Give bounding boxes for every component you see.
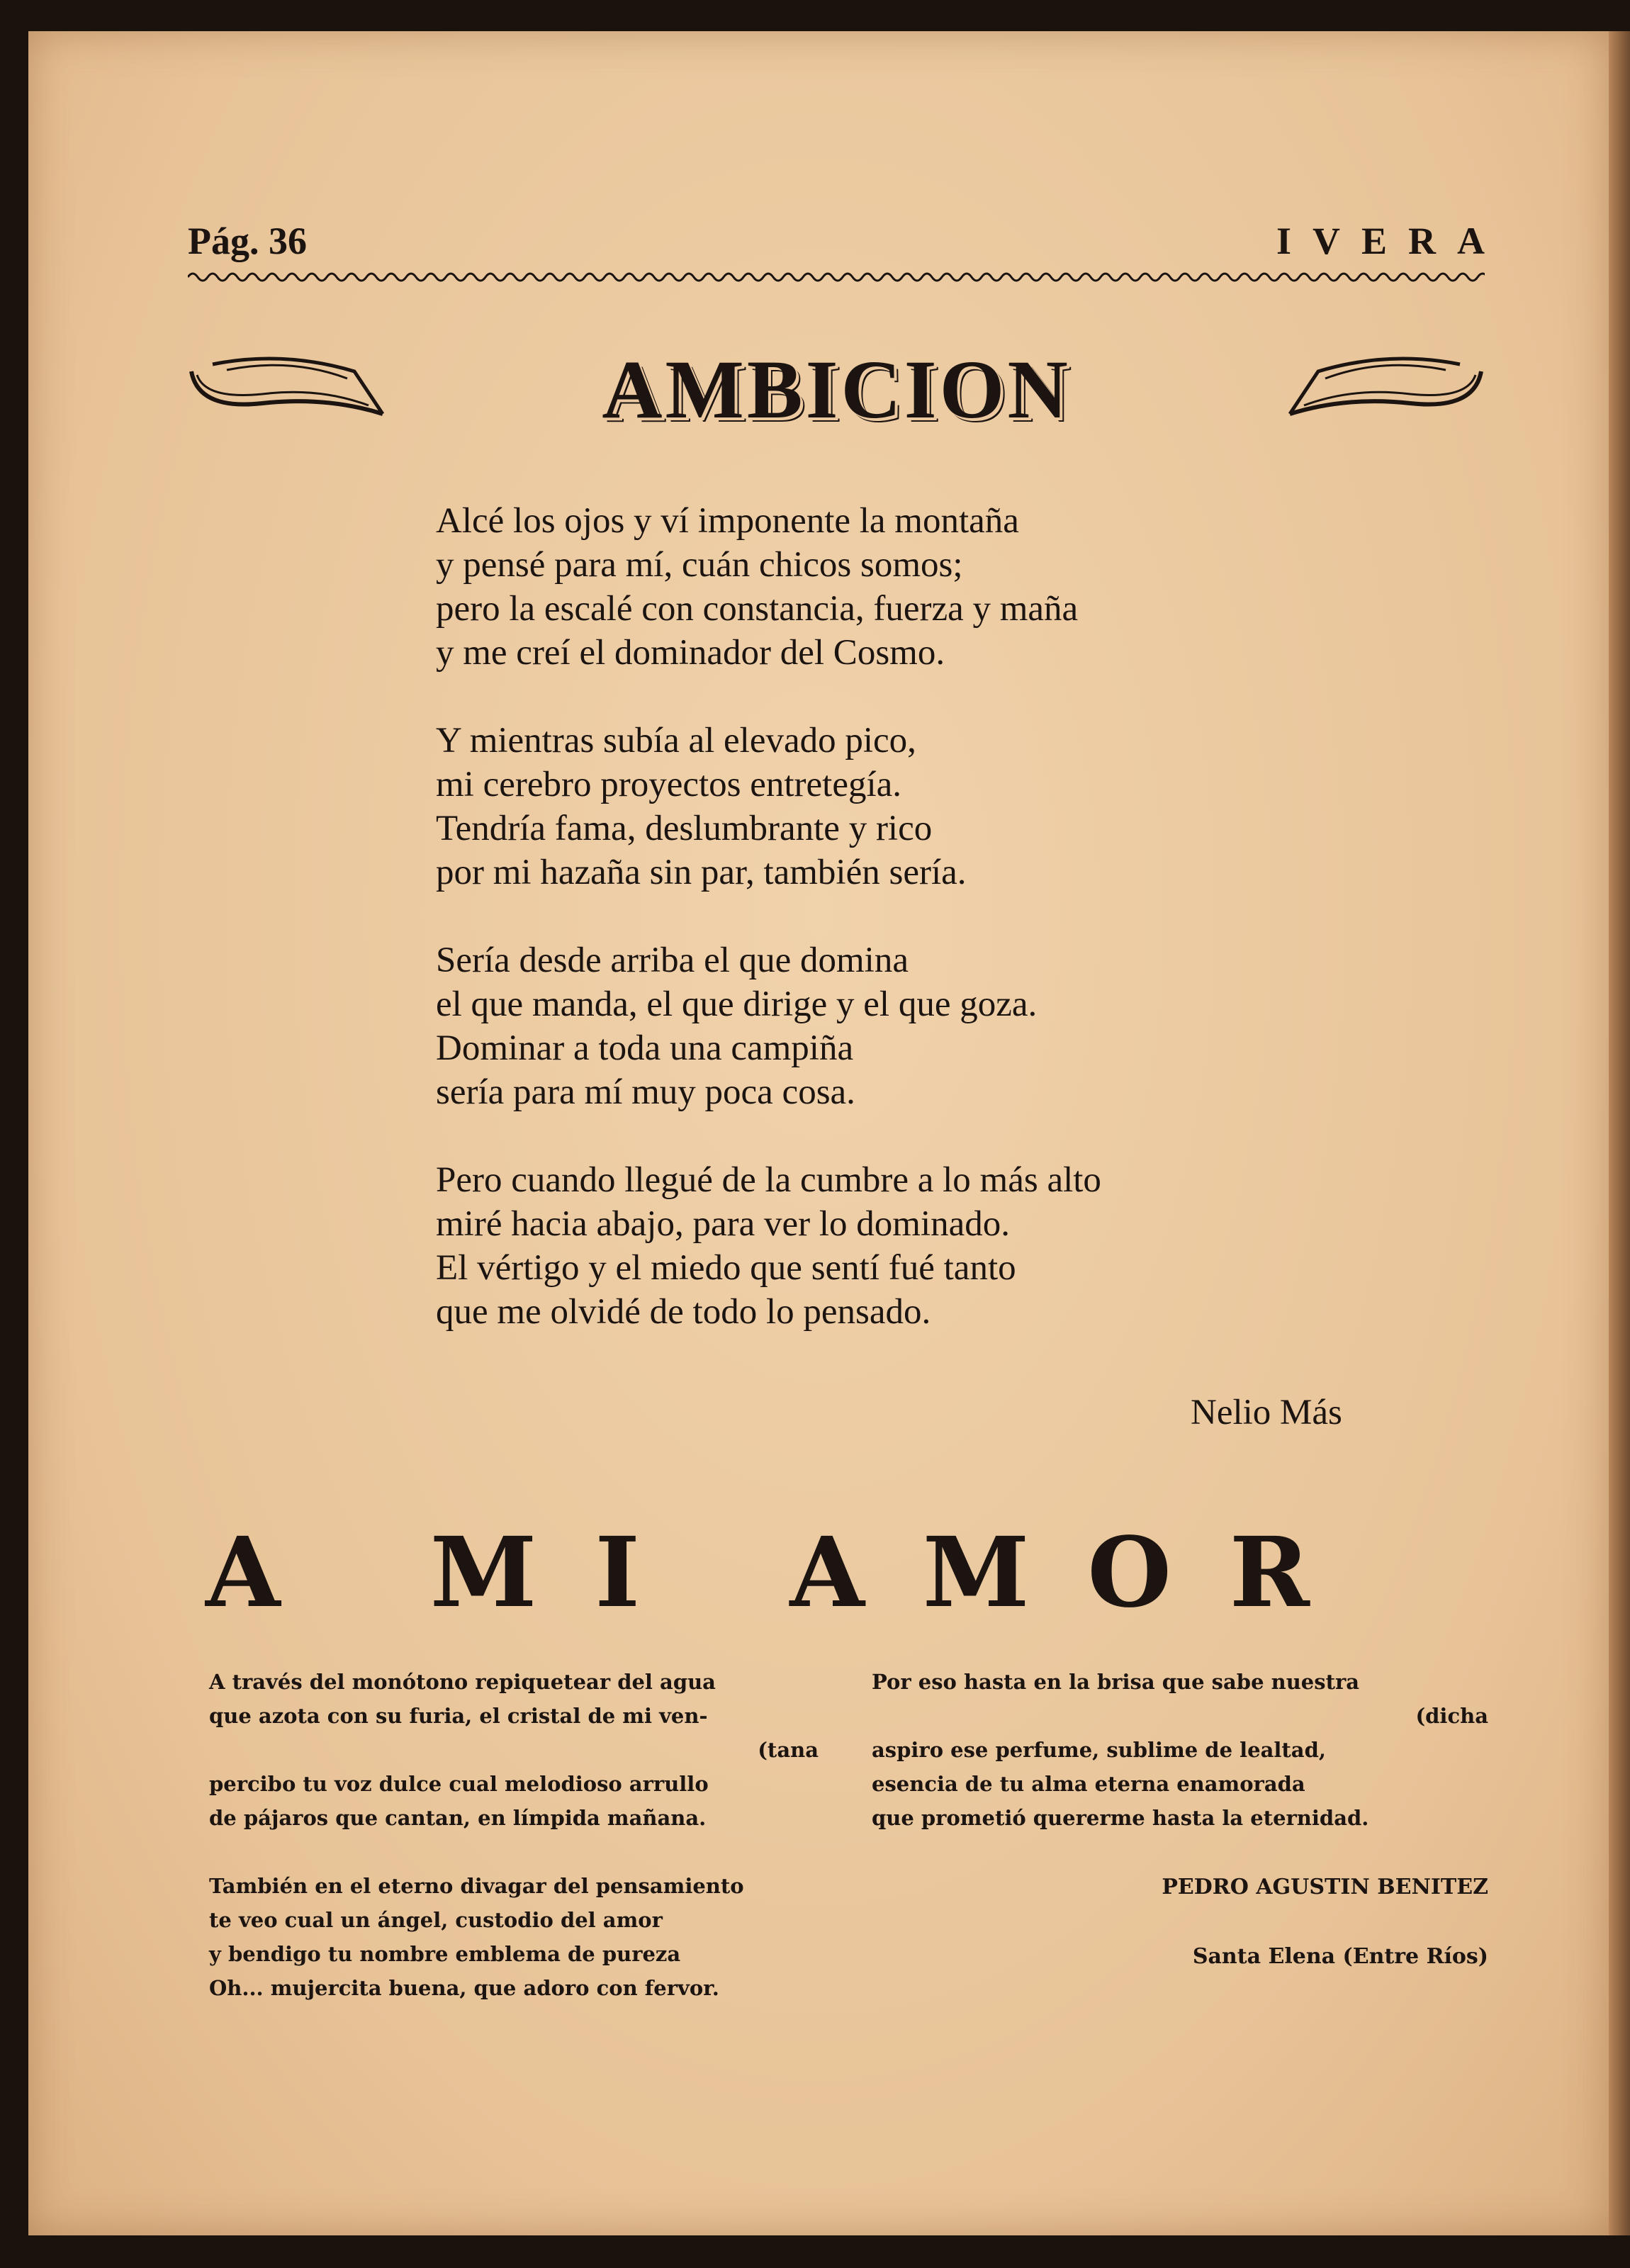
verse-line: Alcé los ojos y ví imponente la montaña bbox=[436, 501, 1019, 541]
stanza bbox=[209, 1869, 847, 2005]
poem-title: AMBICION bbox=[602, 343, 1071, 436]
poem-author: PEDRO AGUSTIN BENITEZ bbox=[1162, 1875, 1488, 1899]
verse-line: Por eso hasta en la brisa que sabe nuestra bbox=[872, 1670, 1360, 1694]
verse-line: y pensé para mí, cuán chicos somos; bbox=[436, 545, 963, 585]
verse-line: esencia de tu alma eterna enamorada bbox=[872, 1772, 1305, 1796]
a-mi-amor-column-left bbox=[209, 1665, 847, 2039]
verse-line: Oh... mujercita buena, que adoro con fervor. bbox=[209, 1976, 719, 2000]
page-number: Pág. 36 bbox=[188, 220, 307, 262]
ambicion-title-block bbox=[184, 329, 1488, 435]
a-mi-amor-column-right bbox=[872, 1665, 1488, 1974]
verse-line: sería para mí muy poca cosa. bbox=[436, 1072, 855, 1112]
verse-line-continuation: (dicha bbox=[1415, 1704, 1488, 1728]
verse-line: que me olvidé de todo lo pensado. bbox=[436, 1292, 931, 1332]
verse-line: Pero cuando llegué de la cumbre a lo más alto bbox=[436, 1160, 1101, 1200]
verse-line: por mi hazaña sin par, también sería. bbox=[436, 853, 967, 892]
verse-line: mi cerebro proyectos entretegía. bbox=[436, 765, 902, 804]
verse-line: Y mientras subía al elevado pico, bbox=[436, 721, 916, 760]
wavy-rule bbox=[188, 269, 1485, 286]
verse-line: el que manda, el que dirige y el que goza. bbox=[436, 984, 1038, 1024]
verse-line: y bendigo tu nombre emblema de pureza bbox=[209, 1942, 681, 1966]
verse-line: También en el eterno divagar del pensamiento bbox=[209, 1874, 744, 1898]
page-spine bbox=[1609, 31, 1630, 2235]
stanza bbox=[436, 499, 1357, 675]
poem-author: Nelio Más bbox=[1191, 1393, 1342, 1432]
verse-line: Sería desde arriba el que domina bbox=[436, 941, 909, 980]
magazine-page bbox=[28, 31, 1609, 2235]
ambicion-poem bbox=[436, 499, 1357, 1378]
verse-line-continuation: (tana bbox=[758, 1738, 819, 1762]
verse-line: El vértigo y el miedo que sentí fué tanto bbox=[436, 1248, 1016, 1288]
verse-line: que prometió quererme hasta la eternidad. bbox=[872, 1806, 1369, 1830]
verse-line: aspiro ese perfume, sublime de lealtad, bbox=[872, 1738, 1326, 1762]
verse-line: Dominar a toda una campiña bbox=[436, 1028, 854, 1068]
author-location: Santa Elena (Entre Ríos) bbox=[1192, 1944, 1488, 1969]
verse-line: te veo cual un ángel, custodio del amor bbox=[209, 1908, 663, 1932]
stanza bbox=[436, 719, 1357, 894]
journal-name: IVERA bbox=[1276, 220, 1506, 262]
verse-line: y me creí el dominador del Cosmo. bbox=[436, 633, 945, 673]
verse-line: pero la escalé con constancia, fuerza y maña bbox=[436, 589, 1079, 629]
running-head bbox=[188, 219, 1506, 283]
verse-line: A través del monótono repiquetear del agua bbox=[209, 1670, 716, 1694]
stanza bbox=[436, 938, 1357, 1114]
right-flourish-icon bbox=[1276, 343, 1488, 421]
verse-line: que azota con su furia, el cristal de mi ven- bbox=[209, 1704, 708, 1728]
verse-line: miré hacia abajo, para ver lo dominado. bbox=[436, 1204, 1010, 1244]
verse-line: percibo tu voz dulce cual melodioso arrullo bbox=[209, 1772, 709, 1796]
verse-line: de pájaros que cantan, en límpida mañana. bbox=[209, 1806, 707, 1830]
stanza bbox=[209, 1665, 847, 1835]
verse-line: Tendría fama, deslumbrante y rico bbox=[436, 809, 933, 848]
stanza bbox=[436, 1158, 1357, 1334]
poem-title: A MI AMOR bbox=[206, 1516, 1368, 1629]
